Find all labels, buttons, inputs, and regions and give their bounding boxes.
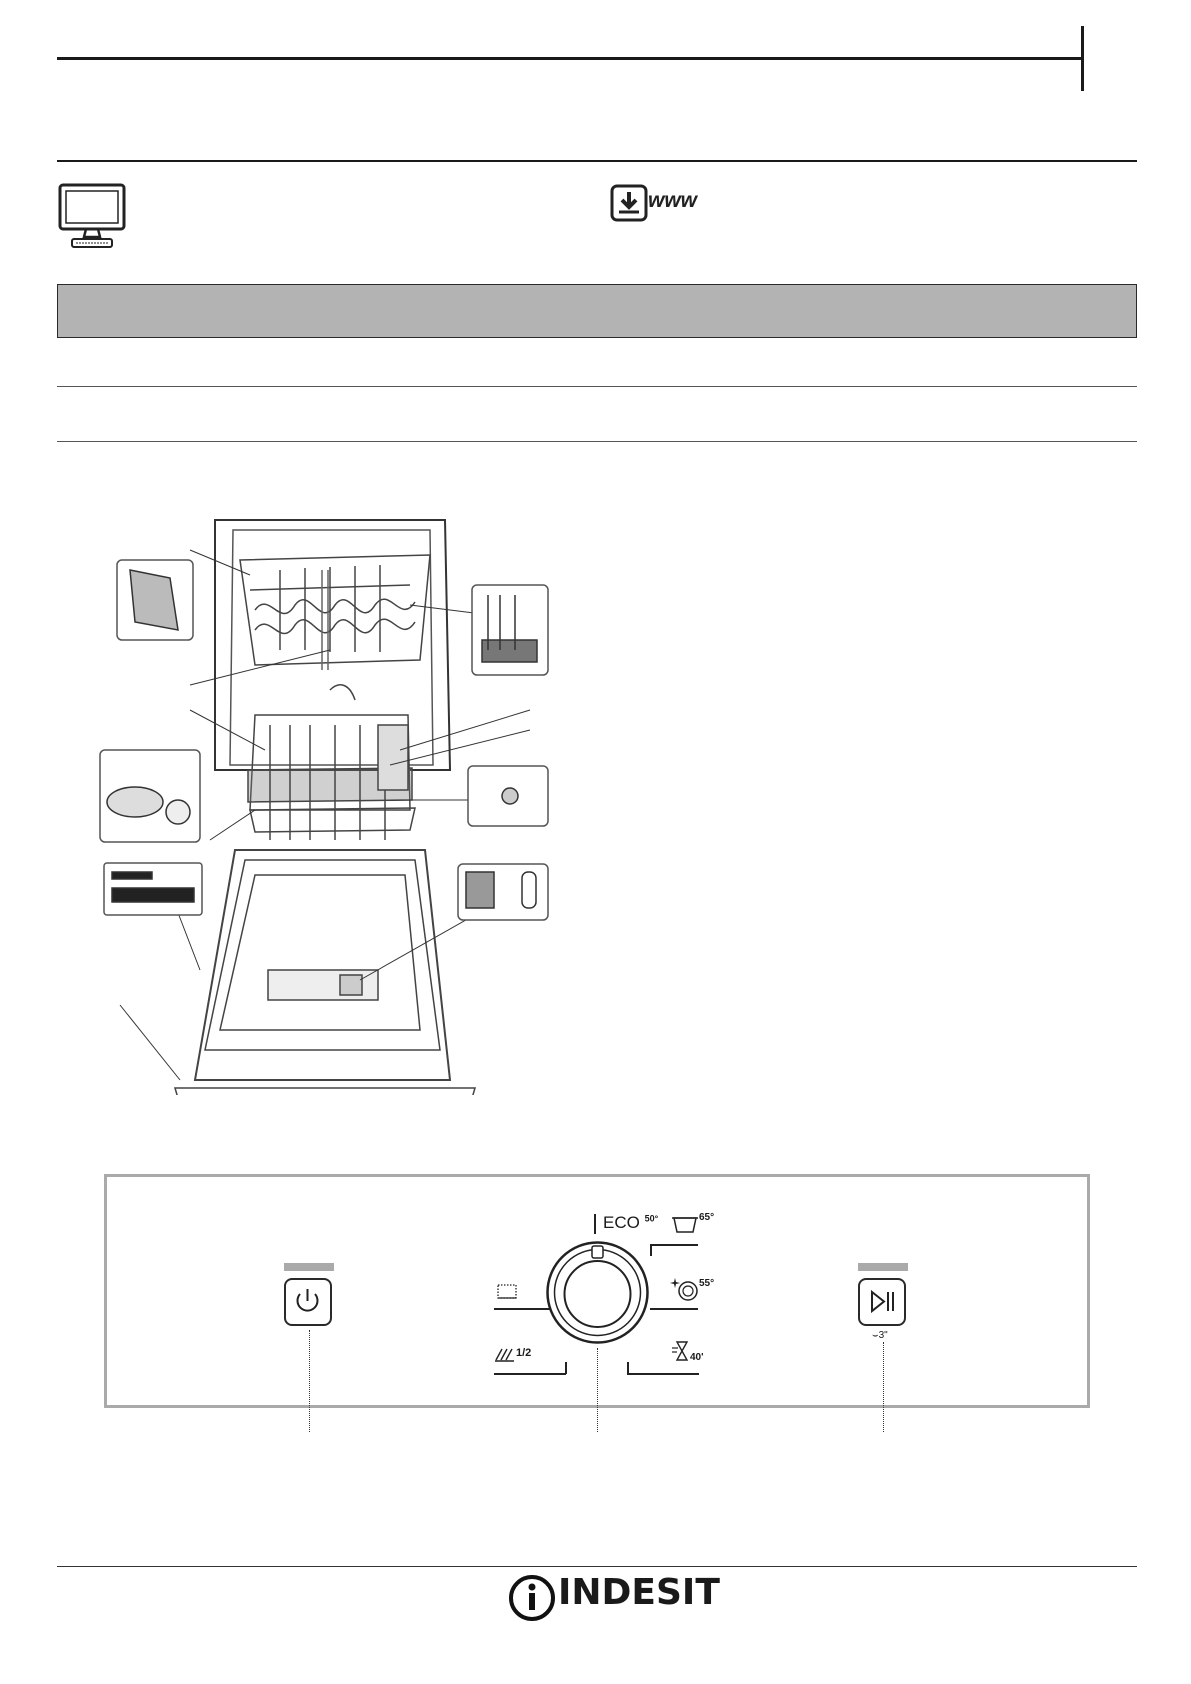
quick-bracket bbox=[627, 1373, 699, 1375]
quick-program-icon bbox=[672, 1340, 692, 1362]
intensive-temp: 65° bbox=[699, 1212, 715, 1223]
brand-logo-icon bbox=[508, 1574, 556, 1622]
section-rule bbox=[57, 160, 1137, 162]
monitor-icon bbox=[58, 183, 126, 251]
section-header-bar bbox=[57, 284, 1137, 338]
upper-basket bbox=[240, 555, 430, 665]
lower-basket bbox=[248, 685, 415, 840]
footer-rule bbox=[57, 1566, 1137, 1567]
divider-1 bbox=[57, 386, 1137, 387]
power-indicator-led bbox=[284, 1263, 334, 1271]
hold-time-label bbox=[872, 1330, 888, 1341]
prewash-program-icon bbox=[496, 1281, 518, 1301]
half-load-program-icon bbox=[494, 1346, 516, 1364]
intensive-bracket bbox=[650, 1244, 698, 1246]
power-button[interactable] bbox=[284, 1278, 332, 1326]
detail-inset-salt-reservoir bbox=[468, 766, 548, 826]
half-load-bracket bbox=[494, 1373, 566, 1375]
divider-2 bbox=[57, 441, 1137, 442]
start-pause-icon bbox=[860, 1280, 903, 1323]
power-icon bbox=[286, 1280, 329, 1323]
start-pause-button[interactable] bbox=[858, 1278, 906, 1326]
eco-tick bbox=[594, 1214, 596, 1234]
program-selector-knob[interactable] bbox=[545, 1240, 650, 1345]
detail-inset-rating-plate bbox=[104, 863, 202, 915]
door bbox=[175, 850, 475, 1095]
hold-icon: ⌣ bbox=[872, 1330, 879, 1341]
header-tick bbox=[1081, 26, 1084, 91]
power-leader bbox=[309, 1330, 310, 1432]
header-rule bbox=[57, 57, 1082, 60]
quick-bracket-v bbox=[627, 1362, 629, 1374]
dishwasher-illustration bbox=[90, 510, 560, 1095]
hold-time-value: 3" bbox=[878, 1330, 888, 1341]
detail-inset-cutlery-holder bbox=[117, 560, 193, 640]
daily-temp: 55° bbox=[699, 1278, 715, 1289]
start-pause-indicator-led bbox=[858, 1263, 908, 1271]
prewash-bracket bbox=[494, 1308, 550, 1310]
detail-inset-dispenser bbox=[458, 864, 548, 920]
eco-temp: 50° bbox=[644, 1213, 659, 1224]
brand-logo: INDESIT bbox=[558, 1572, 720, 1613]
quick-temp: 40' bbox=[690, 1352, 704, 1363]
daily-bracket bbox=[650, 1308, 698, 1310]
program-eco-label: ECO $^{50^\circ}$ bbox=[603, 1213, 659, 1232]
download-www-icon[interactable] bbox=[610, 184, 704, 224]
knob-leader bbox=[597, 1348, 598, 1432]
start-pause-leader bbox=[883, 1342, 884, 1432]
half-load-bracket-v bbox=[565, 1362, 567, 1374]
intensive-program-icon bbox=[672, 1213, 698, 1235]
detail-inset-cutlery-rack bbox=[472, 585, 548, 675]
daily-program-icon bbox=[670, 1276, 700, 1302]
detail-inset-filter bbox=[100, 750, 200, 842]
intensive-bracket-v bbox=[650, 1244, 652, 1256]
svg-text:www: www bbox=[648, 189, 698, 212]
half-load-label: 1/2 bbox=[516, 1347, 532, 1359]
